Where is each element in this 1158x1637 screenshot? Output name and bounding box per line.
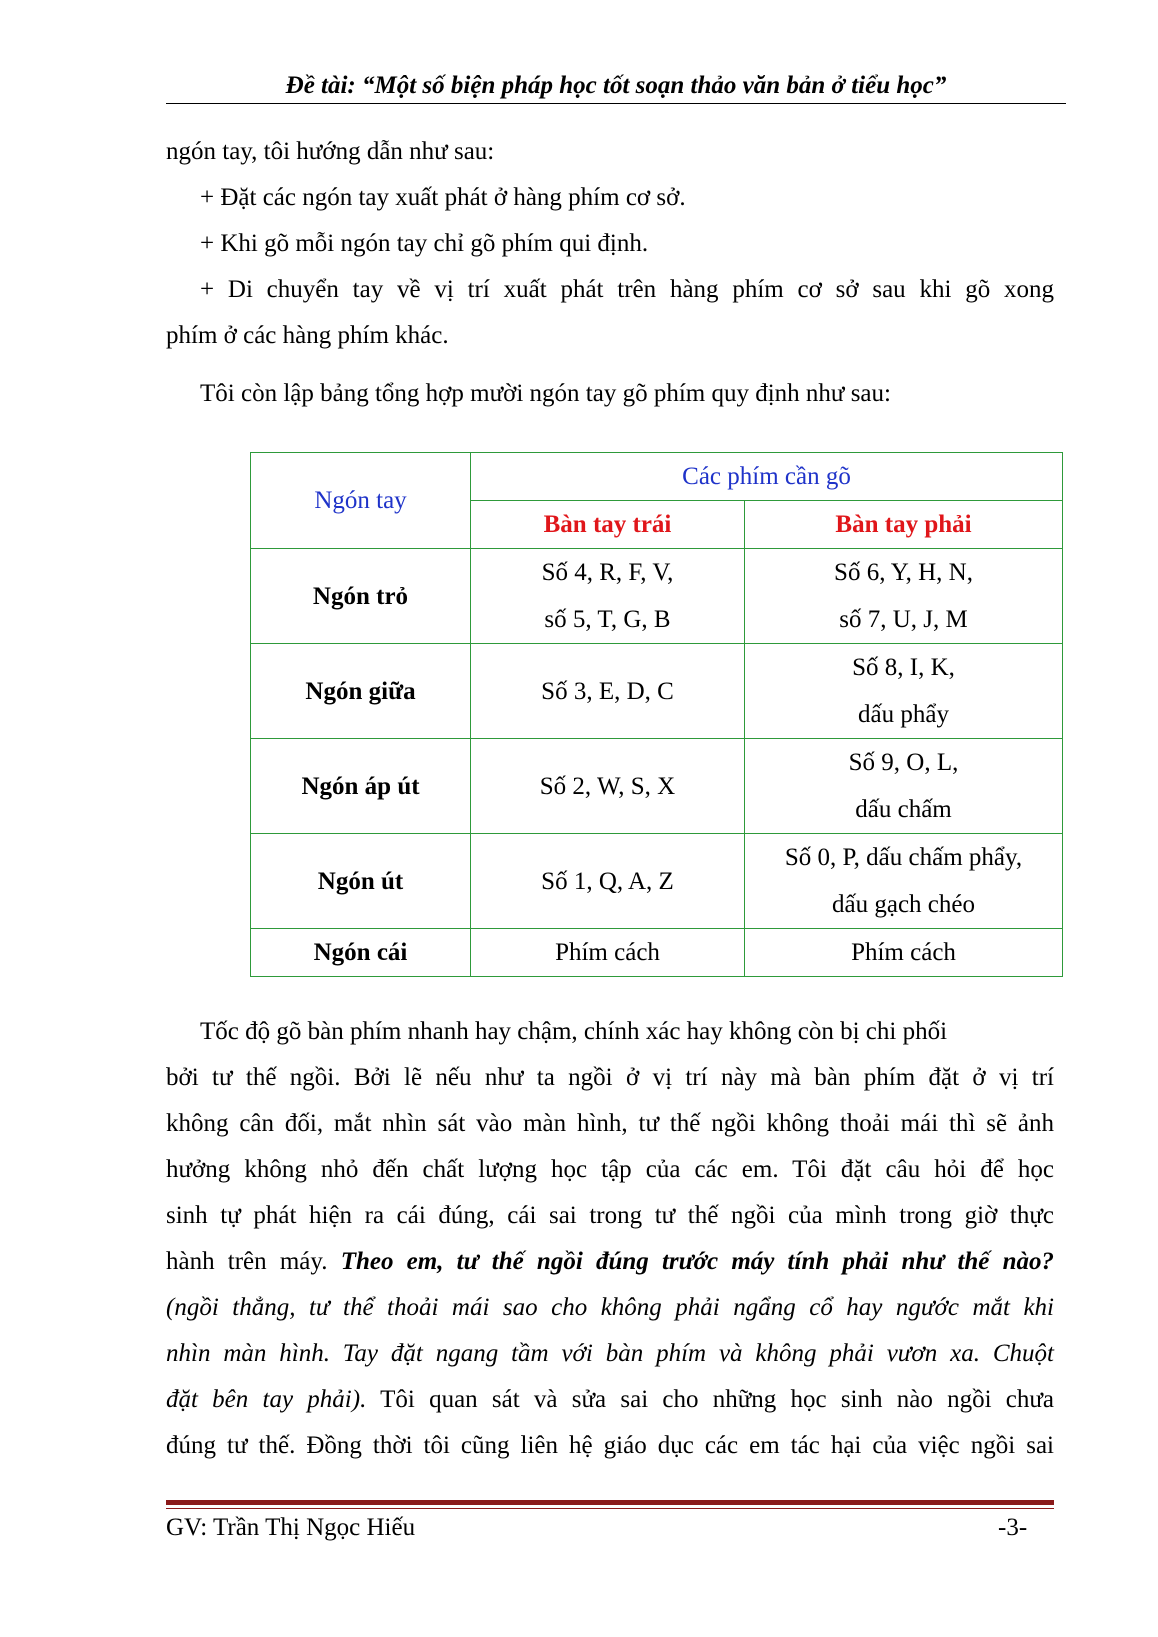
footer-rule bbox=[166, 1500, 1054, 1505]
table-row bbox=[251, 644, 1063, 739]
left-keys-cell: Số 3, E, D, C bbox=[471, 644, 745, 739]
left-keys-line: Số 4, R, F, V, bbox=[541, 559, 674, 586]
finger-key-table bbox=[250, 452, 1063, 977]
paragraph-line: hưởng không nhỏ đến chất lượng học tập của các em. Tôi đặt câu hỏi để học bbox=[166, 1156, 1054, 1183]
right-keys-line: số 7, U, J, M bbox=[839, 606, 968, 633]
finger-cell: Ngón giữa bbox=[251, 644, 471, 739]
bullet-1: + Đặt các ngón tay xuất phát ở hàng phím cơ sở. bbox=[200, 184, 686, 211]
intro-line: ngón tay, tôi hướng dẫn như sau: bbox=[166, 138, 495, 165]
right-keys-line: Số 8, I, K, bbox=[852, 654, 955, 681]
right-keys-cell bbox=[745, 739, 1063, 834]
finger-cell: Ngón trỏ bbox=[251, 549, 471, 644]
header-right-hand: Bàn tay phải bbox=[745, 501, 1063, 549]
right-keys-cell: Phím cách bbox=[745, 929, 1063, 977]
paragraph-line: không cân đối, mắt nhìn sát vào màn hình, tư thế ngồi không thoải mái thì sẽ ảnh bbox=[166, 1110, 1054, 1137]
paragraph-line bbox=[166, 1248, 1054, 1276]
right-keys-line: dấu chấm bbox=[855, 796, 952, 823]
left-keys-cell: Số 1, Q, A, Z bbox=[471, 834, 745, 929]
table-intro: Tôi còn lập bảng tổng hợp mười ngón tay gõ phím quy định như sau: bbox=[200, 380, 891, 407]
header-finger: Ngón tay bbox=[251, 453, 471, 549]
right-keys-cell bbox=[745, 834, 1063, 929]
question-text: Theo em, tư thế ngồi đúng trước máy tính phải như thế nào? bbox=[340, 1248, 1054, 1275]
bullet-3-line-1: + Di chuyển tay về vị trí xuất phát trên hàng phím cơ sở sau khi gõ xong bbox=[200, 276, 1054, 303]
right-keys-line: dấu gạch chéo bbox=[832, 891, 975, 918]
paragraph-line bbox=[166, 1386, 1054, 1414]
paragraph-text: Tôi quan sát và sửa sai cho những học sinh nào ngồi chưa bbox=[380, 1386, 1054, 1413]
paragraph-line: bởi tư thế ngồi. Bởi lẽ nếu như ta ngồi ở vị trí này mà bàn phím đặt ở vị trí bbox=[166, 1064, 1054, 1091]
bullet-2: + Khi gõ mỗi ngón tay chỉ gõ phím qui định. bbox=[200, 230, 649, 257]
footer-author: GV: Trần Thị Ngọc Hiếu bbox=[166, 1514, 416, 1541]
right-keys-cell bbox=[745, 549, 1063, 644]
right-keys-line: Số 9, O, L, bbox=[848, 749, 959, 776]
header-left-hand: Bàn tay trái bbox=[471, 501, 745, 549]
right-keys-cell bbox=[745, 644, 1063, 739]
paragraph-line: Tốc độ gõ bàn phím nhanh hay chậm, chính xác hay không còn bị chi phối bbox=[200, 1018, 948, 1045]
finger-cell: Ngón út bbox=[251, 834, 471, 929]
finger-cell: Ngón cái bbox=[251, 929, 471, 977]
answer-text: đặt bên tay phải). bbox=[166, 1386, 367, 1413]
table-row bbox=[251, 834, 1063, 929]
left-keys-cell: Số 2, W, S, X bbox=[471, 739, 745, 834]
left-keys-cell bbox=[471, 549, 745, 644]
table-row bbox=[251, 739, 1063, 834]
right-keys-line: Số 6, Y, H, N, bbox=[834, 559, 973, 586]
header-rule bbox=[166, 103, 1066, 104]
page-number: -3- bbox=[998, 1514, 1028, 1541]
left-keys-line: số 5, T, G, B bbox=[544, 606, 671, 633]
bullet-3-line-2: phím ở các hàng phím khác. bbox=[166, 322, 449, 349]
table-row bbox=[251, 929, 1063, 977]
page-header-title: Đề tài: “Một số biện pháp học tốt soạn thảo văn bản ở tiểu học” bbox=[285, 72, 947, 99]
answer-line: (ngồi thẳng, tư thể thoải mái sao cho không phải ngẩng cổ hay ngước mắt khi bbox=[166, 1294, 1054, 1321]
right-keys-line: dấu phẩy bbox=[858, 701, 949, 728]
right-keys-line: Số 0, P, dấu chấm phẩy, bbox=[784, 844, 1023, 871]
left-keys-cell: Phím cách bbox=[471, 929, 745, 977]
paragraph-text: hành trên máy. bbox=[166, 1248, 328, 1275]
footer-rule-thin bbox=[166, 1508, 1054, 1509]
paragraph-line: đúng tư thế. Đồng thời tôi cũng liên hệ giáo dục các em tác hại của việc ngồi sai bbox=[166, 1432, 1054, 1459]
finger-cell: Ngón áp út bbox=[251, 739, 471, 834]
table-row bbox=[251, 549, 1063, 644]
paragraph-line: sinh tự phát hiện ra cái đúng, cái sai trong tư thế ngồi của mình trong giờ thực bbox=[166, 1202, 1054, 1229]
header-keys: Các phím cần gõ bbox=[471, 453, 1063, 501]
answer-line: nhìn màn hình. Tay đặt ngang tầm với bàn phím và không phải vươn xa. Chuột bbox=[166, 1340, 1054, 1367]
